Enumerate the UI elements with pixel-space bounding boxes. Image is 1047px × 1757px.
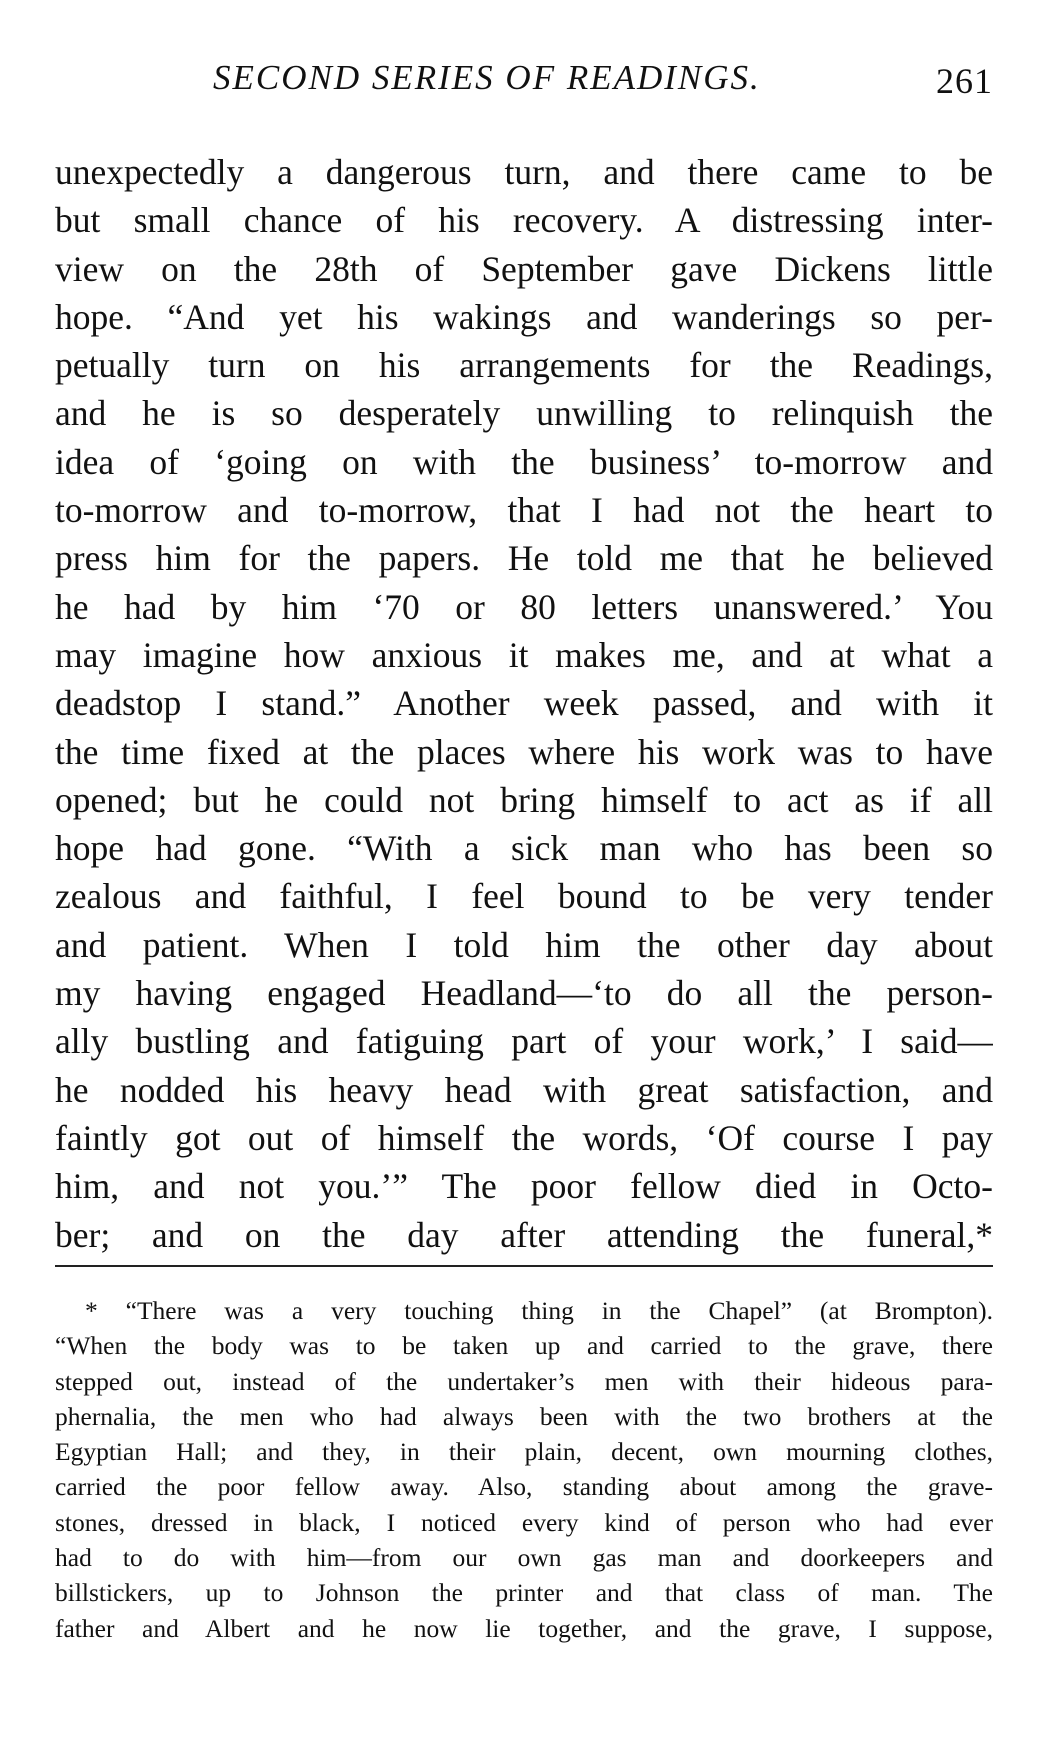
body-text [55, 148, 993, 1259]
footnote-line: carried the poor fellow away. Also, standing about among the grave- [55, 1472, 993, 1502]
body-line: view on the 28th of September gave Dickens little [55, 248, 993, 289]
body-line: faintly got out of himself the words, ‘Of course I pay [55, 1117, 993, 1158]
footnote-line: had to do with him—from our own gas man and doorkeepers and [55, 1543, 993, 1573]
body-line: zealous and faithful, I feel bound to be very tender [55, 876, 993, 917]
footnote-line: stones, dressed in black, I noticed every kind of person who had ever [55, 1507, 993, 1537]
footnote-line: father and Albert and he now lie together, and the grave, I suppose, [55, 1613, 993, 1643]
footnote-divider [55, 1265, 993, 1267]
page-header [55, 58, 993, 108]
body-line: the time fixed at the places where his work was to have [55, 731, 993, 772]
footnote-line: Egyptian Hall; and they, in their plain, decent, own mourning clothes, [55, 1437, 993, 1467]
body-line: idea of ‘going on with the business’ to-morrow and [55, 441, 993, 482]
body-line: opened; but he could not bring himself to act as if all [55, 779, 993, 820]
body-line: press him for the papers. He told me that he believed [55, 538, 993, 579]
running-head: SECOND SERIES OF READINGS. [213, 58, 761, 97]
page-number: 261 [936, 61, 993, 101]
footnote-line: billstickers, up to Johnson the printer and that class of man. The [55, 1578, 993, 1608]
body-line: ber; and on the day after attending the funeral,* [55, 1214, 993, 1255]
body-line: he had by him ‘70 or 80 letters unanswered.’ You [55, 586, 993, 627]
footnote [55, 1293, 993, 1646]
body-line: him, and not you.’” The poor fellow died in Octo- [55, 1166, 993, 1207]
body-line: and he is so desperately unwilling to relinquish the [55, 393, 993, 434]
body-line: deadstop I stand.” Another week passed, and with it [55, 683, 993, 724]
body-line: he nodded his heavy head with great satisfaction, and [55, 1069, 993, 1110]
body-line: my having engaged Headland—‘to do all the person- [55, 973, 993, 1014]
footnote-line: “When the body was to be taken up and carried to the grave, there [55, 1331, 993, 1361]
body-line: hope. “And yet his wakings and wanderings so per- [55, 296, 993, 337]
footnote-line: stepped out, instead of the undertaker’s men with their hideous para- [55, 1366, 993, 1396]
body-line: unexpectedly a dangerous turn, and there came to be [55, 152, 993, 192]
body-line: and patient. When I told him the other day about [55, 924, 993, 965]
body-line: but small chance of his recovery. A distressing inter- [55, 200, 993, 241]
body-line: to-morrow and to-morrow, that I had not the heart to [55, 490, 993, 531]
body-line: petually turn on his arrangements for the Readings, [55, 345, 993, 386]
footnote-line: phernalia, the men who had always been with the two brothers at the [55, 1401, 993, 1431]
body-line: hope had gone. “With a sick man who has been so [55, 828, 993, 869]
body-line: ally bustling and fatiguing part of your work,’ I said— [55, 1021, 993, 1062]
footnote-line: * “There was a very touching thing in the Chapel” (at Brompton). [85, 1296, 993, 1325]
body-line: may imagine how anxious it makes me, and at what a [55, 634, 993, 675]
